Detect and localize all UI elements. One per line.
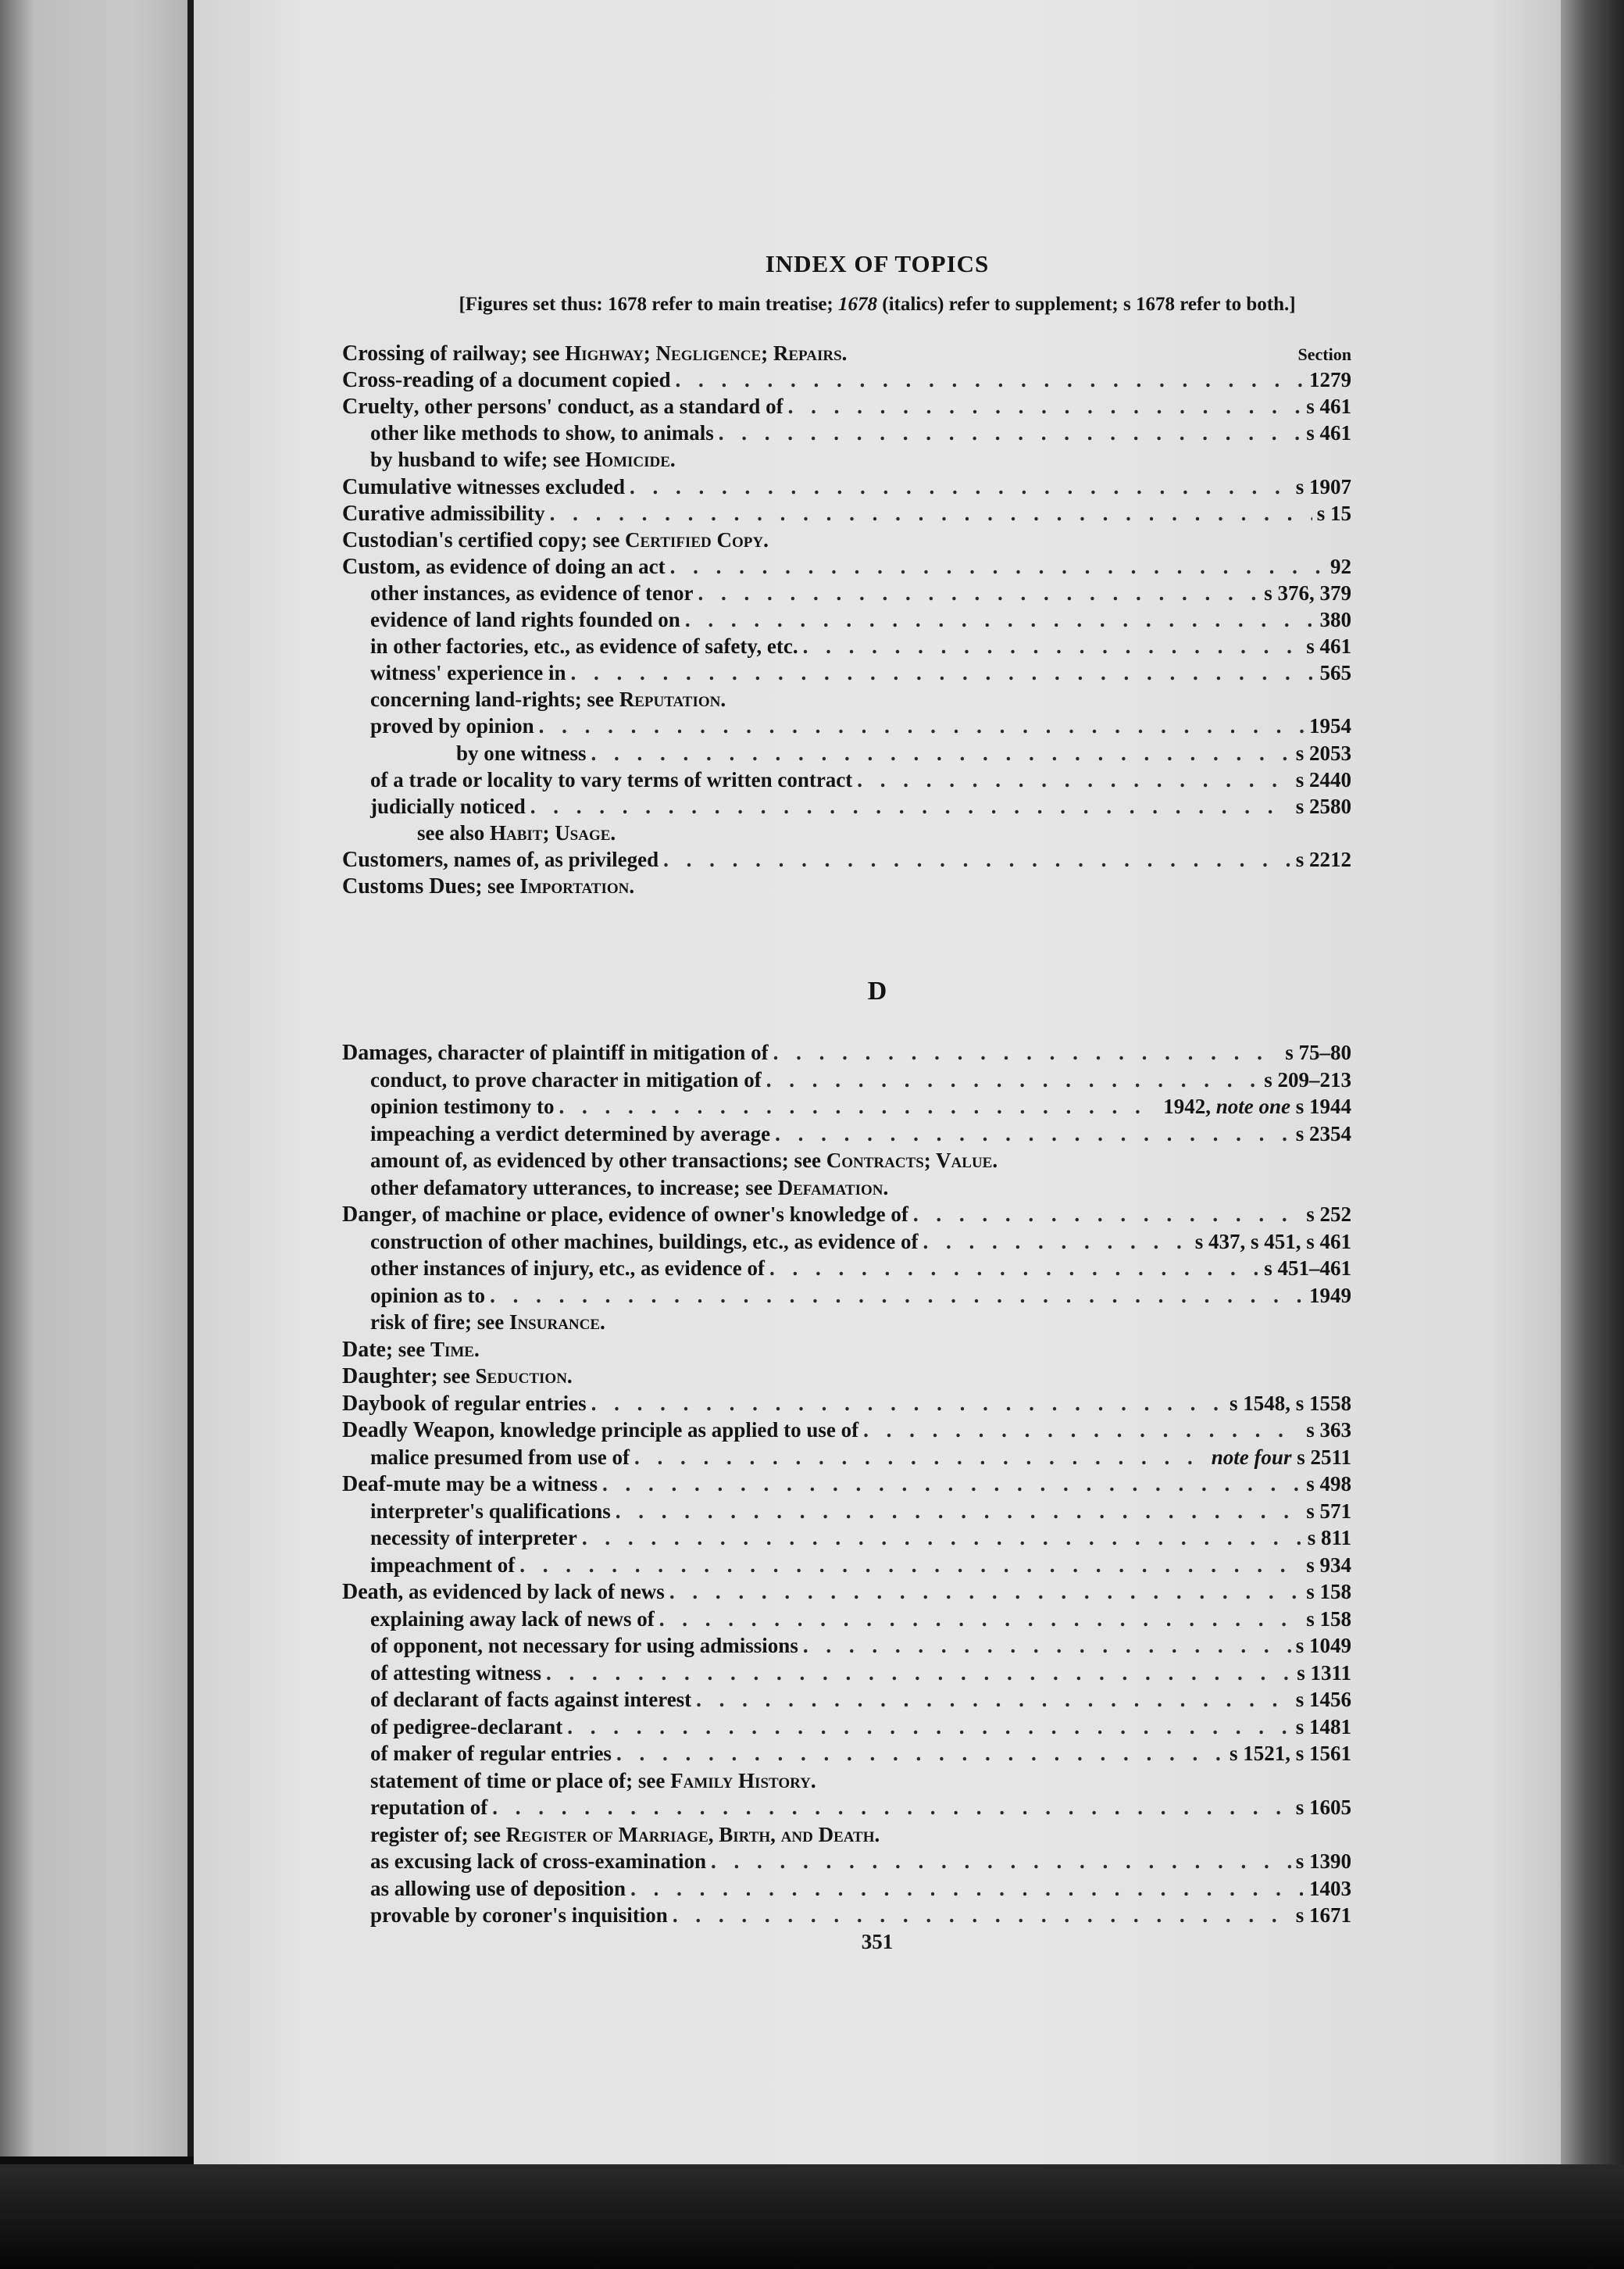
entry-description: concerning land-rights; see (370, 688, 619, 712)
entry-description: , names of, as privileged (443, 847, 659, 871)
entry-description: as excusing lack of cross-examination (370, 1849, 706, 1873)
entry-text (342, 553, 666, 581)
leader-dots (803, 633, 1302, 659)
index-entry (342, 1524, 1351, 1551)
index-entry (342, 713, 1351, 739)
entry-cross-reference: Habit; Usage. (489, 820, 616, 845)
index-entry (342, 1067, 1351, 1093)
entry-text (342, 366, 671, 394)
entry-description: , other persons' conduct, as a standard of (413, 395, 783, 419)
entry-section-ref: s 2440 (1295, 767, 1351, 791)
index-entry (342, 553, 1351, 580)
index-entry (342, 1120, 1351, 1147)
leader-dots (630, 473, 1291, 500)
entry-section-ref: s 1049 (1295, 1634, 1351, 1657)
entry-text (342, 713, 534, 739)
index-entry (342, 1606, 1351, 1632)
leader-dots (634, 1444, 1207, 1470)
entry-text (342, 846, 659, 874)
entry-section-ref: s 1481 (1295, 1714, 1351, 1738)
entry-section-ref: 1942, note one s 1944 (1163, 1095, 1351, 1118)
entry-section-ref: 1279 (1309, 368, 1351, 392)
leader-dots (696, 1686, 1291, 1713)
leader-dots (559, 1093, 1159, 1120)
entry-description: other defamatory utterances, to increase; see (370, 1175, 778, 1199)
leader-dots (775, 1120, 1291, 1147)
entry-cross-reference: Certified Copy. (625, 527, 769, 552)
entry-section-ref: 92 (1330, 554, 1351, 578)
leader-dots (769, 1255, 1259, 1281)
page-number: 351 (861, 1930, 894, 1953)
leader-dots (546, 1660, 1292, 1686)
entry-section-ref: 380 (1319, 608, 1351, 631)
entry-description: statement of time or place of; see (370, 1768, 671, 1792)
index-entry (342, 1821, 1351, 1848)
index-entry (342, 740, 1351, 766)
index-entry (342, 473, 1351, 500)
figures-note-italic: 1678 (838, 294, 877, 315)
entry-section-ref: s 2212 (1295, 847, 1351, 871)
leader-dots (670, 553, 1326, 580)
entry-text (342, 1282, 485, 1309)
leader-dots (567, 1713, 1291, 1740)
entry-keyword: Cruelty (342, 395, 414, 420)
index-entry (342, 686, 1351, 713)
entry-description: interpreter's qualifications (370, 1499, 611, 1523)
leader-dots (673, 1902, 1291, 1928)
entry-keyword: Death (342, 1580, 398, 1604)
entry-section-ref: note four s 2511 (1211, 1445, 1351, 1469)
entry-description: of railway; see (424, 341, 566, 365)
entry-keyword: Curative (342, 501, 425, 526)
entry-description: reputation of (370, 1796, 488, 1819)
entry-description: explaining away lack of news of (370, 1606, 655, 1631)
entry-text (342, 740, 587, 766)
entry-description: judicially noticed (370, 794, 526, 818)
index-entry (342, 1848, 1351, 1874)
index-entry (342, 846, 1351, 873)
entry-description: , of machine or place, evidence of owner's knowledge of (411, 1202, 908, 1226)
entry-description: other like methods to show, to animals (370, 421, 714, 445)
entry-text (342, 873, 634, 900)
entry-text (342, 659, 566, 686)
entry-description: other instances of injury, etc., as evidence of (370, 1256, 765, 1280)
entry-description: by husband to wife; see (370, 448, 586, 472)
index-entry (342, 873, 1351, 899)
entry-text (342, 1767, 816, 1794)
index-entry (342, 659, 1351, 686)
leader-dots (519, 1552, 1301, 1578)
index-entry (342, 1363, 1351, 1389)
entry-section-ref: s 2580 (1295, 794, 1351, 818)
leader-dots (591, 1390, 1225, 1417)
entry-description: of opponent, not necessary for using admissions (370, 1634, 798, 1657)
entry-cross-reference: Highway; Negligence; Repairs. (565, 341, 848, 365)
entry-section-ref: s 461 (1306, 395, 1351, 419)
entry-description: necessity of interpreter (370, 1526, 577, 1549)
entry-text (342, 1444, 630, 1470)
entry-section-ref: s 158 (1306, 1580, 1351, 1603)
entry-text (342, 1552, 515, 1578)
index-entry (342, 420, 1351, 446)
index-entry (342, 1470, 1351, 1497)
entry-description: may be a witness (440, 1472, 598, 1495)
figures-note (194, 294, 1561, 316)
entry-text (342, 793, 526, 820)
entry-description: certified copy; see (452, 527, 626, 552)
entry-text (342, 1417, 858, 1444)
entry-text (342, 473, 625, 501)
scan-border (0, 2164, 1624, 2269)
entry-section-ref: 565 (1319, 661, 1351, 685)
leader-dots (685, 606, 1315, 633)
leader-dots (711, 1848, 1291, 1874)
entry-text (342, 1201, 908, 1228)
index-entry (342, 580, 1351, 606)
entry-text (342, 1363, 573, 1390)
entry-description: witnesses excluded (452, 474, 625, 498)
entry-description: of a trade or locality to vary terms of written contract (370, 767, 853, 791)
entry-keyword: Custom (342, 554, 416, 579)
entry-keyword: Customers (342, 847, 444, 872)
entry-text (342, 1470, 598, 1498)
entry-text (342, 1498, 611, 1524)
entry-description: in other factories, etc., as evidence of safety, etc. (370, 634, 798, 659)
entry-section-ref: s 811 (1307, 1526, 1351, 1549)
entry-text (342, 820, 616, 846)
entry-description: of maker of regular entries (370, 1742, 612, 1765)
leader-dots (550, 500, 1312, 527)
index-entry (342, 606, 1351, 633)
entry-description: other instances, as evidence of tenor (370, 581, 694, 605)
facing-page-edge (0, 0, 189, 2156)
entry-text (342, 766, 852, 793)
entry-text (342, 1147, 998, 1174)
entry-keyword: Daybook (342, 1391, 427, 1416)
entry-section-ref: s 2354 (1295, 1121, 1351, 1145)
index-entry (342, 1228, 1351, 1255)
index-entry (342, 500, 1351, 527)
leader-dots (913, 1201, 1301, 1227)
entry-text (342, 1875, 626, 1902)
entry-keyword: Crossing (342, 341, 425, 366)
entry-text (342, 1606, 655, 1632)
entry-keyword: Customs Dues (342, 874, 476, 899)
entry-description: of declarant of facts against interest (370, 1688, 692, 1711)
entry-keyword: Damages (342, 1041, 427, 1065)
index-entry (342, 633, 1351, 659)
entry-section-ref: s 1605 (1295, 1796, 1351, 1819)
entry-section-ref: s 15 (1316, 501, 1351, 525)
entry-text (342, 1390, 587, 1417)
entry-section-ref: s 1907 (1295, 474, 1351, 498)
entry-text (342, 1120, 770, 1147)
leader-dots (788, 393, 1302, 420)
entry-text (342, 1794, 487, 1821)
index-entry (342, 1767, 1351, 1794)
entry-text (342, 1039, 769, 1067)
index-entry (342, 820, 1351, 846)
index-entry (342, 527, 1351, 553)
entry-cross-reference: Time. (430, 1337, 480, 1361)
index-entry (342, 1201, 1351, 1227)
leader-dots (857, 766, 1290, 793)
entry-description: of pedigree-declarant (370, 1714, 563, 1738)
entry-description: conduct, to prove character in mitigation of (370, 1067, 762, 1092)
index-entry (342, 1417, 1351, 1443)
entry-description: opinion testimony to (370, 1095, 555, 1118)
entry-description: by one witness (456, 741, 587, 765)
leader-dots (773, 1039, 1281, 1066)
leader-dots (698, 580, 1259, 606)
index-entry (342, 446, 1351, 473)
entry-description: ; see (385, 1337, 430, 1361)
entry-text (342, 1632, 798, 1659)
entry-section-ref: s 461 (1306, 634, 1351, 659)
entry-text (342, 1713, 562, 1740)
index-entry (342, 1552, 1351, 1578)
entry-text (342, 1067, 762, 1093)
entry-section-ref: 1954 (1309, 714, 1351, 738)
entry-section-ref: 1949 (1309, 1283, 1351, 1307)
entry-description: of a document copied (473, 368, 671, 392)
entry-keyword: Deaf-mute (342, 1472, 441, 1496)
figures-note-part2: (italics) refer to supplement; s 1678 refer to both.] (877, 294, 1296, 315)
index-entry (342, 793, 1351, 820)
index-entry (342, 1282, 1351, 1309)
entry-section-ref: s 1548, s 1558 (1229, 1391, 1351, 1415)
entry-keyword: Date (342, 1337, 386, 1362)
index-entry (342, 393, 1351, 420)
book-gutter (187, 0, 194, 2156)
entry-section-ref: s 461 (1306, 421, 1351, 445)
entry-text (342, 420, 714, 446)
entry-text (342, 500, 545, 527)
entry-description: risk of fire; see (370, 1310, 509, 1334)
entry-text (342, 1336, 480, 1363)
entry-section-ref: s 571 (1306, 1499, 1351, 1523)
entry-section-ref: s 1456 (1295, 1688, 1351, 1711)
leader-dots (766, 1067, 1260, 1093)
entry-description: see also (417, 820, 490, 845)
entry-cross-reference: Homicide. (585, 448, 676, 472)
entry-text (342, 1821, 880, 1848)
entry-section-ref: s 1390 (1295, 1849, 1351, 1873)
leader-dots (630, 1875, 1305, 1902)
entry-cross-reference: Family History. (670, 1768, 816, 1792)
index-entry (342, 1039, 1351, 1066)
entry-cross-reference: Contracts; Value. (826, 1149, 998, 1172)
index-entry (342, 766, 1351, 793)
entry-text (342, 1524, 577, 1551)
leader-dots (539, 713, 1305, 739)
leader-dots (923, 1228, 1190, 1255)
entry-cross-reference: Seduction. (475, 1364, 573, 1388)
leader-dots (659, 1606, 1301, 1632)
entry-cross-reference: Insurance. (509, 1310, 605, 1334)
entry-description: impeaching a verdict determined by average (370, 1121, 771, 1145)
leader-dots (492, 1794, 1290, 1821)
entry-text (342, 393, 783, 420)
leader-dots (663, 846, 1291, 873)
entry-text (342, 1174, 888, 1201)
entry-section-ref: s 376, 379 (1264, 581, 1351, 605)
entry-description: , character of plaintiff in mitigation of (427, 1041, 769, 1064)
index-entry (342, 1713, 1351, 1740)
entry-section-ref: s 75–80 (1285, 1041, 1351, 1064)
index-entry (342, 1174, 1351, 1201)
entry-section-ref: s 158 (1306, 1606, 1351, 1631)
index-entry (342, 366, 1351, 393)
index-entry (342, 1336, 1351, 1363)
entry-section-ref: 1403 (1309, 1876, 1351, 1900)
page-edge-shadow (1561, 0, 1624, 2172)
entry-cross-reference: Defamation. (777, 1175, 889, 1199)
entry-section-ref: s 451–461 (1264, 1256, 1351, 1280)
entry-description: of regular entries (426, 1391, 587, 1415)
entry-description: admissibility (424, 501, 545, 525)
index-entry (342, 1686, 1351, 1713)
entry-text (342, 527, 769, 554)
entry-keyword: Daughter (342, 1364, 431, 1388)
entry-keyword: Cross-reading (342, 368, 474, 393)
entry-text (342, 1902, 668, 1928)
leader-dots (676, 366, 1305, 393)
leader-dots (530, 793, 1291, 820)
leader-dots (719, 420, 1301, 446)
entry-text (342, 580, 693, 606)
index-entry (342, 340, 1351, 366)
entry-cross-reference: Importation. (519, 874, 635, 898)
entry-text (342, 633, 798, 659)
leader-dots (616, 1740, 1225, 1767)
leader-dots (803, 1632, 1291, 1659)
entry-text (342, 1255, 765, 1281)
index-entry (342, 1660, 1351, 1686)
leader-dots (669, 1578, 1301, 1605)
entry-description: , knowledge principle as applied to use of (489, 1418, 859, 1442)
entry-description: witness' experience in (370, 661, 566, 685)
entry-description: , as evidenced by lack of news (398, 1580, 665, 1603)
entry-keyword: Cumulative (342, 474, 452, 499)
entry-text (342, 1686, 691, 1713)
entry-text (342, 1228, 918, 1255)
entry-section-ref: s 934 (1306, 1553, 1351, 1577)
entry-description: impeachment of (370, 1553, 516, 1577)
section-column-label: Section (1297, 345, 1351, 364)
entry-text (342, 1309, 605, 1335)
entry-section-ref: s 1311 (1297, 1660, 1351, 1685)
entry-description: as allowing use of deposition (370, 1876, 626, 1900)
entry-text (342, 686, 726, 713)
index-entry (342, 1390, 1351, 1417)
entry-section-ref: s 252 (1306, 1202, 1351, 1226)
entry-description: proved by opinion (370, 714, 534, 738)
leader-dots (582, 1524, 1303, 1551)
entry-text (342, 1848, 706, 1874)
leader-dots (863, 1417, 1301, 1443)
leader-dots (616, 1498, 1302, 1524)
entry-keyword: Custodian's (342, 527, 453, 552)
entry-description: provable by coroner's inquisition (370, 1903, 668, 1927)
leader-dots (570, 659, 1315, 686)
entry-section-ref: s 1521, s 1561 (1229, 1742, 1351, 1765)
index-entry (342, 1255, 1351, 1281)
entry-cross-reference: Reputation. (619, 688, 726, 712)
entry-description: ; see (430, 1364, 476, 1388)
entry-text (342, 446, 676, 473)
index-entry (342, 1875, 1351, 1902)
entry-cross-reference: Register of Marriage, Birth, and Death. (505, 1822, 880, 1846)
leader-dots (490, 1282, 1305, 1309)
index-entry (342, 1309, 1351, 1335)
entry-description: register of; see (370, 1822, 506, 1846)
entry-text (342, 606, 680, 633)
index-entry (342, 1902, 1351, 1928)
entry-description: evidence of land rights founded on (370, 608, 680, 631)
entry-description: ; see (475, 874, 520, 898)
entry-text (342, 1578, 665, 1606)
index-entry (342, 1740, 1351, 1767)
entry-description: of attesting witness (370, 1660, 541, 1685)
index-entry (342, 1794, 1351, 1821)
entry-section-ref: s 209–213 (1264, 1067, 1351, 1092)
entry-description: , as evidence of doing an act (415, 554, 666, 578)
entry-section-ref: s 437, s 451, s 461 (1194, 1229, 1351, 1253)
page-title: INDEX OF TOPICS (765, 250, 990, 277)
entry-section-ref: s 2053 (1295, 741, 1351, 765)
entry-description: opinion as to (370, 1283, 486, 1307)
index-entry (342, 1444, 1351, 1470)
index-entry (342, 1498, 1351, 1524)
entry-description: amount of, as evidenced by other transactions; see (370, 1149, 826, 1172)
entry-keyword: Deadly Weapon (342, 1418, 490, 1442)
leader-dots (591, 740, 1291, 766)
section-letter-d: D (867, 977, 887, 1006)
index-entry (342, 1147, 1351, 1174)
entry-text (342, 1660, 541, 1686)
entry-section-ref: s 1671 (1295, 1903, 1351, 1927)
entry-text (342, 340, 847, 367)
figures-note-part1: [Figures set thus: 1678 refer to main treatise; (459, 294, 838, 315)
index-entry (342, 1093, 1351, 1120)
entry-description: malice presumed from use of (370, 1445, 630, 1469)
leader-dots (602, 1470, 1301, 1497)
entry-keyword: Danger (342, 1202, 412, 1227)
entry-section-ref: s 363 (1306, 1418, 1351, 1442)
entry-text (342, 1740, 612, 1767)
entry-description: construction of other machines, buildings, etc., as evidence of (370, 1229, 919, 1253)
index-entry (342, 1632, 1351, 1659)
entry-text (342, 1093, 555, 1120)
entry-section-ref: s 498 (1306, 1472, 1351, 1495)
index-entry (342, 1578, 1351, 1605)
